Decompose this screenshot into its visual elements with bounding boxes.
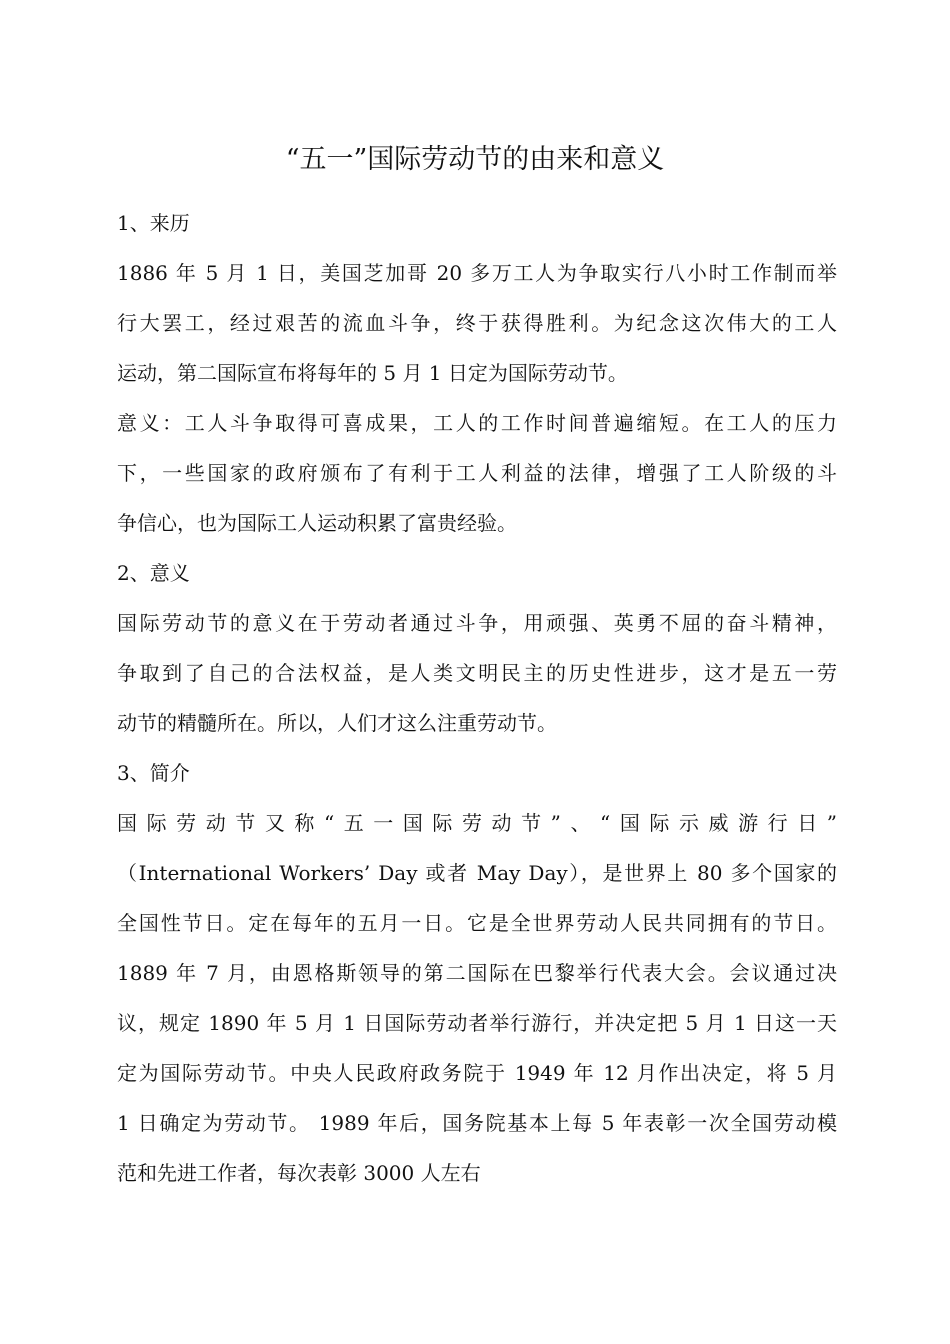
section-heading-significance: 2、意义 bbox=[117, 561, 190, 585]
paragraph-line: 1889 年 7 月，由恩格斯领导的第二国际在巴黎举行代表大会。会议通过决 bbox=[117, 961, 837, 985]
section-heading-introduction: 3、简介 bbox=[117, 761, 190, 785]
section-heading-origin: 1、来历 bbox=[117, 211, 190, 235]
paragraph-line: 1 日确定为劳动节。 1989 年后，国务院基本上每 5 年表彰一次全国劳动模 bbox=[117, 1111, 837, 1135]
paragraph-line: 争取到了自己的合法权益，是人类文明民主的历史性进步，这才是五一劳 bbox=[117, 661, 837, 685]
paragraph-line: （International Workers’ Day 或者 May Day），是世界上 80 多个国家的 bbox=[117, 861, 837, 885]
paragraph-line: 国际劳动节又称“五一国际劳动节”、“国际示威游行日” bbox=[117, 811, 837, 835]
paragraph-line: 全国性节日。定在每年的五月一日。它是全世界劳动人民共同拥有的节日。 bbox=[117, 911, 837, 935]
document-body bbox=[117, 198, 837, 1198]
paragraph-line: 运动，第二国际宣布将每年的 5 月 1 日定为国际劳动节。 bbox=[117, 361, 628, 385]
paragraph-line: 1886 年 5 月 1 日，美国芝加哥 20 多万工人为争取实行八小时工作制而举 bbox=[117, 261, 837, 285]
paragraph-line: 国际劳动节的意义在于劳动者通过斗争，用顽强、英勇不屈的奋斗精神， bbox=[117, 611, 837, 635]
paragraph-line: 争信心，也为国际工人运动积累了富贵经验。 bbox=[117, 511, 517, 535]
paragraph-line: 议，规定 1890 年 5 月 1 日国际劳动者举行游行，并决定把 5 月 1 日这一天 bbox=[117, 1011, 837, 1035]
paragraph-line: 下，一些国家的政府颁布了有利于工人利益的法律，增强了工人阶级的斗 bbox=[117, 461, 837, 485]
paragraph-line: 定为国际劳动节。中央人民政府政务院于 1949 年 12 月作出决定，将 5 月 bbox=[117, 1061, 837, 1085]
paragraph-line: 意义：工人斗争取得可喜成果，工人的工作时间普遍缩短。在工人的压力 bbox=[117, 411, 837, 435]
paragraph-line: 动节的精髓所在。所以，人们才这么注重劳动节。 bbox=[117, 711, 557, 735]
document-title: “五一”国际劳动节的由来和意义 bbox=[285, 144, 665, 175]
paragraph-line: 范和先进工作者，每次表彰 3000 人左右 bbox=[117, 1161, 481, 1185]
paragraph-line: 行大罢工，经过艰苦的流血斗争，终于获得胜利。为纪念这次伟大的工人 bbox=[117, 311, 837, 335]
